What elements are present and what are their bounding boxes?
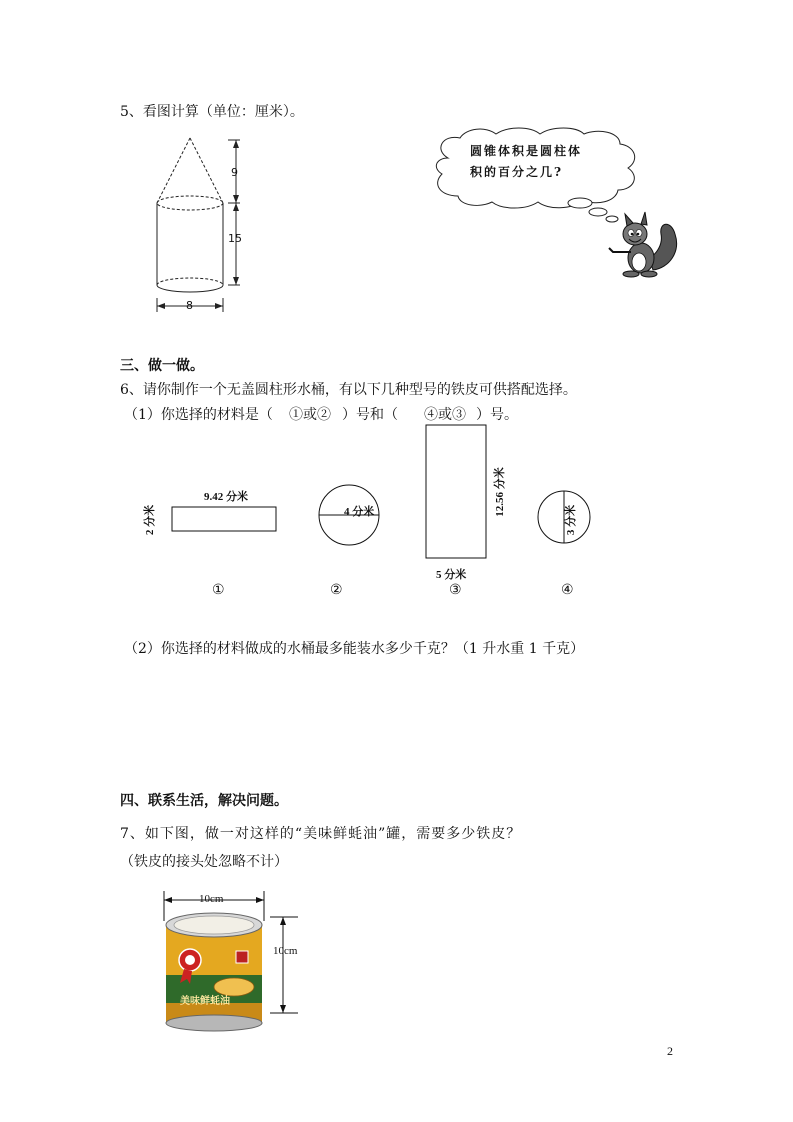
can-height-label: 10cm bbox=[273, 945, 298, 957]
shape-1-width-label: 9.42 分米 bbox=[204, 491, 248, 503]
shape-1-rect bbox=[172, 507, 276, 531]
q7-line-2: （铁皮的接头处忽略不计） bbox=[120, 854, 288, 870]
section3-heading: 三、做一做。 bbox=[120, 358, 204, 374]
shape-4-number: ④ bbox=[561, 582, 574, 598]
shape-1-number: ① bbox=[212, 582, 225, 598]
bubble-line-2: 积的百分之几? bbox=[470, 165, 564, 179]
q6-1-prefix: （1）你选择的材料是（ bbox=[124, 407, 273, 423]
q6-1-middle: ）号和（ bbox=[342, 407, 398, 423]
dim-cylinder-height: 15 bbox=[228, 232, 242, 245]
q6-1-answer-2: ④或③ bbox=[424, 407, 466, 423]
q7-line-1: 7、如下图，做一对这样的“美味鲜蚝油”罐，需要多少铁皮？ bbox=[120, 826, 522, 842]
shape-3-rect bbox=[426, 425, 486, 558]
shape-3-number: ③ bbox=[449, 582, 462, 598]
shape-2-number: ② bbox=[330, 582, 343, 598]
shape-1-height-label: 2 分米 bbox=[144, 504, 157, 536]
shape-3-height-label: 12.56 分米 bbox=[493, 467, 506, 517]
bubble-line-1: 圆锥体积是圆柱体 bbox=[470, 144, 583, 158]
section4-heading: 四、联系生活，解决问题。 bbox=[120, 793, 288, 809]
shape-2-diameter-label: 4 分米 bbox=[344, 506, 375, 518]
q5-title: 5、看图计算（单位：厘米）。 bbox=[120, 104, 304, 120]
q6-2-text: （2）你选择的材料做成的水桶最多能装水多少千克？（1 升水重 1 千克） bbox=[124, 641, 585, 657]
shape-4-diameter-label: 3 分米 bbox=[565, 504, 578, 536]
can-width-label: 10cm bbox=[199, 893, 224, 905]
q6-text: 6、请你制作一个无盖圆柱形水桶，有以下几种型号的铁皮可供搭配选择。 bbox=[120, 382, 577, 398]
q6-1-answer-1: ①或② bbox=[289, 407, 331, 423]
q6-1-suffix: ）号。 bbox=[476, 407, 518, 423]
shape-3-width-label: 5 分米 bbox=[436, 569, 467, 581]
can-brand-text: 美味鲜蚝油 bbox=[180, 996, 230, 1007]
dim-diameter: 8 bbox=[186, 299, 193, 312]
oyster-sauce-can bbox=[150, 885, 310, 1045]
page-number: 2 bbox=[667, 1044, 673, 1058]
dim-cone-height: 9 bbox=[231, 166, 238, 179]
